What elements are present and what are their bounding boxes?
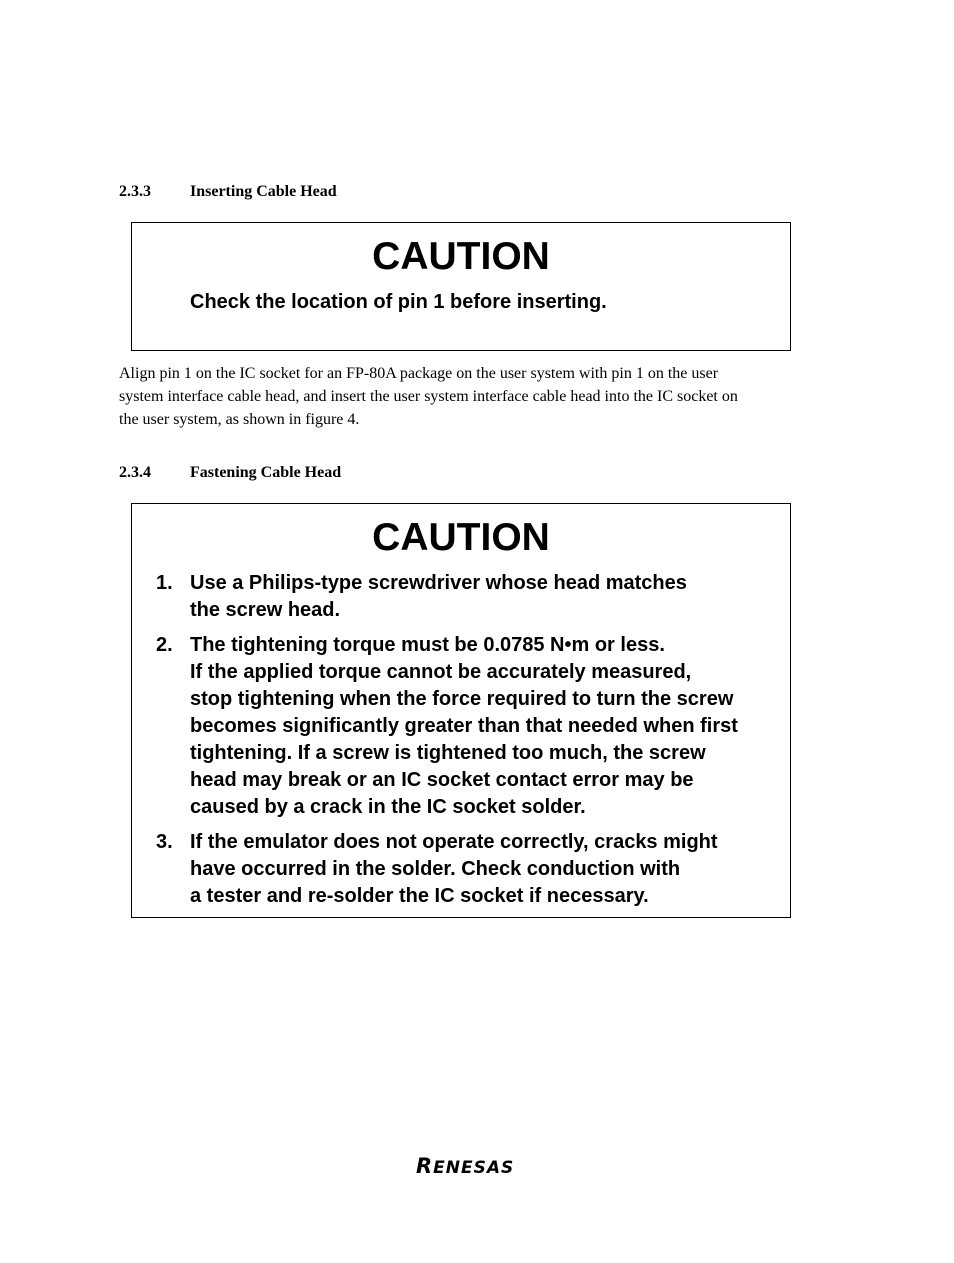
section-title: Fastening Cable Head (190, 464, 342, 481)
caution-title: CAUTION (372, 516, 550, 559)
item-line: head may break or an IC socket contact error may be (190, 769, 694, 791)
item-number: 3. (156, 831, 173, 853)
section-heading-2-3-4 (119, 464, 341, 482)
item-line: The tightening torque must be 0.0785 N•m or less. (190, 634, 665, 656)
caution-text: Check the location of pin 1 before inserting. (190, 291, 607, 313)
section-heading-2-3-3 (119, 183, 337, 201)
body-paragraph (119, 362, 819, 431)
item-line: stop tightening when the force required to turn the screw (190, 688, 734, 710)
caution-title: CAUTION (372, 235, 550, 278)
item-line: caused by a crack in the IC socket solder. (190, 796, 586, 818)
paragraph-line: the user system, as shown in figure 4. (119, 411, 360, 428)
item-line: a tester and re-solder the IC socket if necessary. (190, 885, 649, 907)
caution-item-1 (156, 570, 786, 624)
item-line: Use a Philips-type screwdriver whose head matches (190, 572, 687, 594)
caution-item-2 (156, 632, 786, 821)
logo-rest: ENESAS (433, 1158, 515, 1178)
renesas-logo (416, 1154, 514, 1178)
item-line: becomes significantly greater than that needed when first (190, 715, 738, 737)
item-line: have occurred in the solder. Check conduction with (190, 858, 681, 880)
item-line: If the applied torque cannot be accurately measured, (190, 661, 692, 683)
item-line: If the emulator does not operate correctly, cracks might (190, 831, 718, 853)
caution-box-inserting (131, 222, 791, 351)
caution-item-3 (156, 829, 786, 910)
section-number: 2.3.3 (119, 183, 151, 200)
item-number: 1. (156, 572, 173, 594)
paragraph-line: system interface cable head, and insert the user system interface cable head into the IC socket on (119, 388, 738, 405)
section-title: Inserting Cable Head (190, 183, 337, 200)
caution-box-fastening (131, 503, 791, 918)
item-line: tightening. If a screw is tightened too much, the screw (190, 742, 706, 764)
item-number: 2. (156, 634, 173, 656)
section-number: 2.3.4 (119, 464, 151, 481)
item-line: the screw head. (190, 599, 341, 621)
paragraph-line: Align pin 1 on the IC socket for an FP-80A package on the user system with pin 1 on the user (119, 365, 719, 382)
logo-initial: R (416, 1154, 434, 1178)
